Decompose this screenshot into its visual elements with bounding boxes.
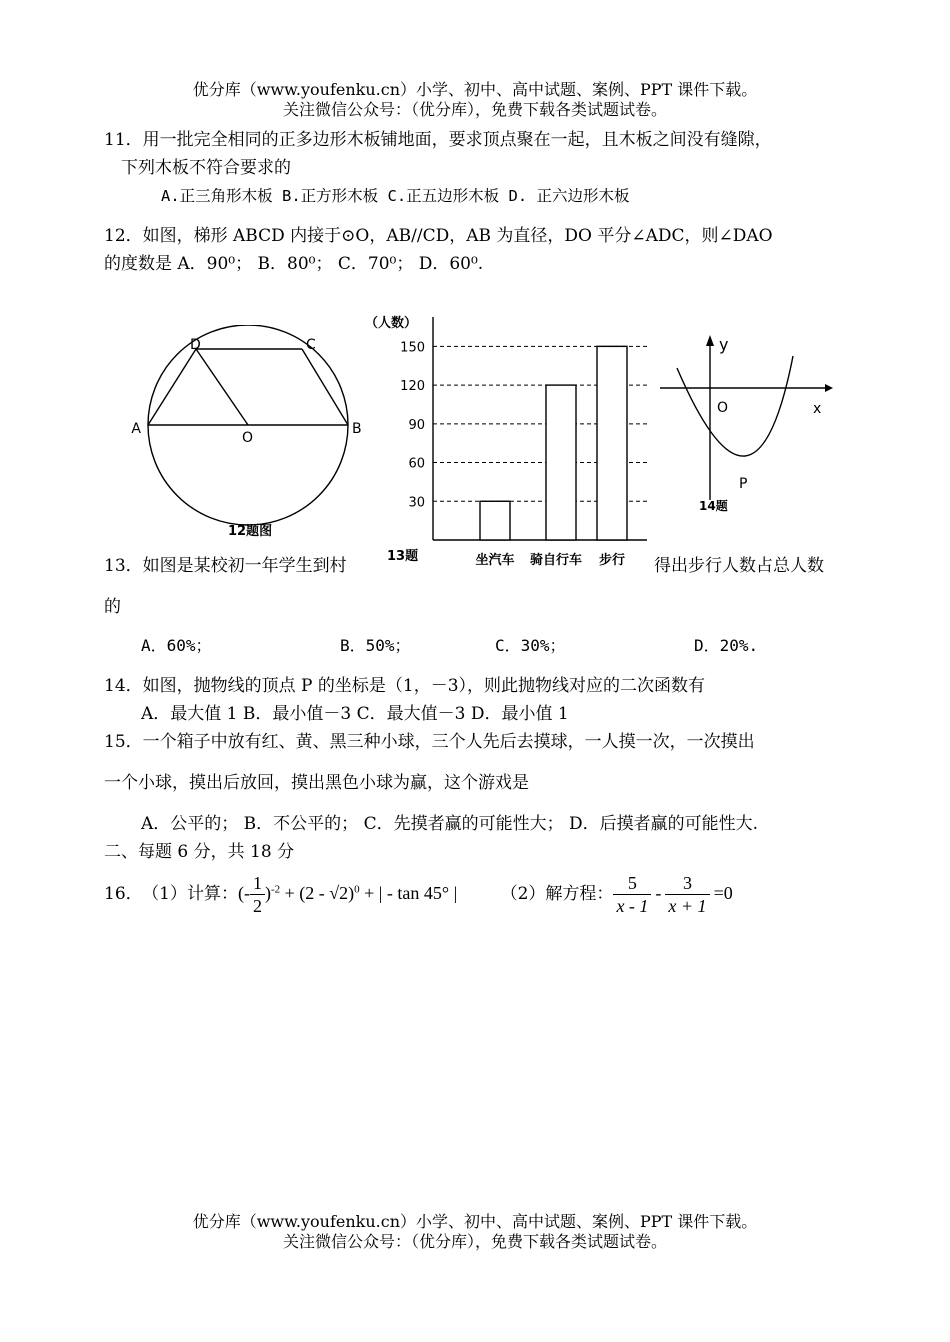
q14-options: A．最大值 1 B．最小值－3 C．最大值－3 D．最小值 1 (141, 704, 569, 724)
label-p: P (739, 476, 748, 492)
q13-line-1-right: 得出步行人数占总人数 (654, 556, 824, 576)
chart-bar (480, 501, 510, 540)
section-2-title: 二、每题 6 分，共 18 分 (104, 842, 295, 862)
chart-ytick-label: 150 (400, 340, 425, 356)
chart-ytick-label: 30 (408, 495, 425, 511)
footer-line-2: 关注微信公众号：（优分库），免费下载各类试题试卷。 (282, 1232, 667, 1251)
header-line-1: 优分库（www.youfenku.cn）小学、初中、高中试题、案例、PPT 课件下载。 (192, 80, 758, 99)
label-o: O (717, 400, 729, 416)
q13-option-a: A．60%； (141, 636, 212, 655)
chart-title: 13题 (387, 549, 419, 564)
q16-equals-zero: =0 (713, 883, 733, 903)
q13-line-1-left: 13．如图是某校初一年学生到村 (104, 556, 347, 576)
q13-option-b: B．50%； (340, 636, 411, 655)
frac-denominator: x - 1 (616, 896, 649, 916)
figure-12-caption: 12题图 (228, 524, 273, 539)
label-c: C (306, 337, 316, 353)
q16-fraction-1-2 (250, 872, 265, 917)
q15-line-1: 15．一个箱子中放有红、黄、黑三种小球，三个人先后去摸球，一人摸一次，一次摸出 (104, 732, 755, 752)
q16-exponent-zero: 0 (354, 883, 360, 896)
label-y: y (719, 335, 729, 354)
q16-minus: - (655, 883, 662, 903)
chart-bar (597, 346, 627, 540)
frac-numerator: 1 (250, 872, 265, 895)
frac-denominator: x + 1 (668, 896, 707, 916)
chart-bar (546, 385, 576, 540)
chart-xtick-label: 坐汽车 (475, 553, 515, 568)
q11-line-1: 11．用一批完全相同的正多边形木板铺地面，要求顶点聚在一起，且木板之间没有缝隙， (104, 130, 772, 150)
q11-line-2: 下列木板不符合要求的 (121, 158, 291, 178)
figure-14-parabola (655, 320, 840, 520)
q16-row (104, 872, 733, 917)
q15-line-2: 一个小球，摸出后放回，摸出黑色小球为赢，这个游戏是 (104, 773, 529, 793)
q16-expr-d: + | - tan 45° | (359, 883, 458, 903)
q16-exponent-neg2: -2 (270, 883, 281, 896)
label-a: A (131, 421, 141, 437)
q13-option-d: D．20%. (694, 636, 759, 655)
q13-line-2: 的 (104, 597, 121, 617)
q15-options: A．公平的； B．不公平的； C．先摸者赢的可能性大； D．后摸者赢的可能性大. (141, 814, 759, 834)
q16-expr-a: (- (237, 883, 250, 903)
q12-line-2: 的度数是 A．90⁰； B．80⁰； C．70⁰； D．60⁰. (104, 254, 484, 274)
label-o: O (242, 430, 254, 446)
label-b: B (352, 421, 362, 437)
chart-ytick-label: 90 (408, 417, 425, 433)
q13-option-c: C．30%； (495, 636, 566, 655)
q16-part1-label: （1）计算： (150, 884, 238, 904)
q16-expr-c: + (2 - √2) (280, 883, 355, 903)
chart-xtick-label: 步行 (598, 553, 626, 568)
chart-ytick-label: 120 (400, 379, 425, 395)
label-x: x (813, 401, 822, 417)
frac-numerator: 5 (613, 872, 651, 895)
footer-line-1: 优分库（www.youfenku.cn）小学、初中、高中试题、案例、PPT 课件下载。 (192, 1212, 758, 1231)
chart-ylabel: （人数） (365, 316, 418, 331)
q12-line-1: 12．如图，梯形 ABCD 内接于⊙O，AB//CD，AB 为直径，DO 平分∠ADC，则∠DAO (104, 226, 773, 246)
q16-part2-label: （2）解方程： (500, 884, 614, 904)
segment-do (196, 349, 248, 425)
label-d: D (190, 337, 201, 353)
y-axis-arrow-icon (706, 335, 714, 346)
q11-options: A.正三角形木板 B.正方形木板 C.正五边形木板 D. 正六边形木板 (161, 187, 630, 205)
q14-line-1: 14．如图，抛物线的顶点 P 的坐标是（1，－3），则此抛物线对应的二次函数有 (104, 676, 706, 696)
figure-12-diagram (130, 325, 370, 545)
frac-denominator: 2 (252, 896, 262, 916)
chart-ytick-label: 60 (408, 456, 425, 472)
header-line-2: 关注微信公众号：（优分库），免费下载各类试题试卷。 (282, 100, 667, 119)
chart-xtick-label: 骑自行车 (529, 553, 583, 568)
figure-14-caption: 14题 (699, 499, 728, 513)
frac-numerator: 3 (665, 872, 709, 895)
q16-fraction-3 (665, 872, 709, 917)
parabola-curve (677, 356, 793, 456)
figure-13-bar-chart (365, 305, 650, 580)
q16-fraction-5 (613, 872, 651, 917)
x-axis-arrow-icon (825, 384, 833, 392)
q16-expr-b: ) (264, 883, 271, 903)
q16-number: 16． (104, 884, 143, 904)
